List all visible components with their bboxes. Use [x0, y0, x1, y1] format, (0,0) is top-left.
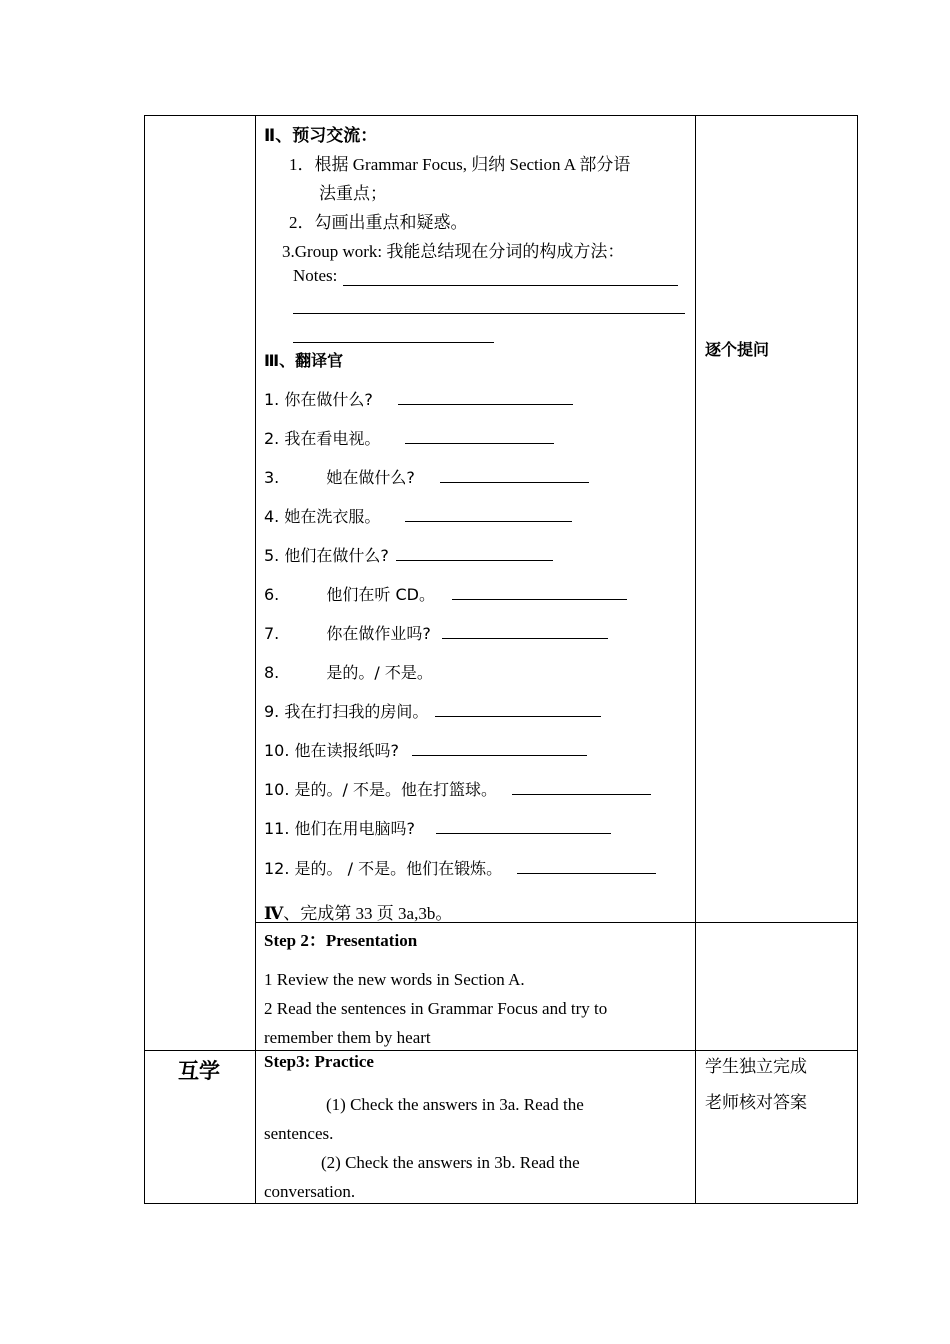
item-text: 他们在用电脑吗? — [294, 819, 416, 838]
table-left-border — [144, 115, 145, 1204]
column-divider-1 — [255, 115, 256, 1204]
item-number: 4. — [264, 507, 280, 526]
notes-blank-2[interactable] — [293, 313, 685, 314]
item-text: 他们在听 CD。 — [326, 585, 435, 604]
answer-blank[interactable] — [405, 507, 572, 522]
item-number: 1. — [264, 390, 280, 409]
translation-item-1 — [264, 387, 573, 410]
translation-item-5 — [264, 543, 553, 566]
notes-label: Notes: — [293, 266, 338, 285]
item-number: 7. — [264, 624, 280, 643]
section2-heading: Ⅱ、预习交流： — [264, 126, 378, 146]
item-number: 12. — [264, 859, 290, 878]
notes-blank-3[interactable] — [293, 342, 494, 343]
item-number: 9. — [264, 702, 280, 721]
section3-heading: Ⅲ、翻译官 — [264, 351, 344, 370]
item-text: 你在做作业吗? — [326, 624, 431, 643]
item-text: 是的。 / 不是。他们在锻炼。 — [294, 859, 503, 878]
answer-blank[interactable] — [435, 702, 601, 717]
item-text: 她在做什么? — [326, 468, 415, 487]
teacher-note: 逐个提问 — [705, 340, 770, 359]
section2-item1-line2: 法重点； — [319, 184, 387, 203]
section2-item2: 2．勾画出重点和疑惑。 — [289, 213, 468, 232]
answer-blank[interactable] — [396, 546, 553, 561]
column-divider-2 — [695, 115, 696, 1204]
item-number: 10. — [264, 741, 290, 760]
translation-item-8 — [264, 660, 433, 683]
item-number: 6. — [264, 585, 280, 604]
answer-blank[interactable] — [452, 585, 627, 600]
translation-item-7 — [264, 621, 608, 644]
step2-title: Step 2：Presentation — [264, 931, 418, 950]
table-top-border — [144, 115, 858, 116]
translation-item-4 — [264, 504, 572, 527]
translation-item-10 — [264, 738, 587, 761]
translation-item-12 — [264, 856, 656, 879]
section2-item1-line1: 1．根据 Grammar Focus, 归纳 Section A 部分语 — [289, 155, 631, 174]
step3-item1-line1: (1) Check the answers in 3a. Read the — [326, 1095, 584, 1114]
answer-blank[interactable] — [442, 624, 608, 639]
section4-heading — [264, 899, 452, 924]
section2-item3: 3.Group work: 我能总结现在分词的构成方法： — [282, 242, 625, 261]
item-number: 3. — [264, 468, 280, 487]
translation-item-3 — [264, 465, 589, 488]
row3-right-line1: 学生独立完成 — [705, 1057, 807, 1076]
step3-title: Step3: Practice — [264, 1052, 374, 1071]
answer-blank[interactable] — [440, 468, 589, 483]
answer-blank[interactable] — [517, 859, 656, 874]
step2-line3: remember them by heart — [264, 1028, 431, 1047]
item-text: 他在读报纸吗? — [294, 741, 400, 760]
section4-numeral: Ⅳ — [264, 904, 284, 923]
translation-item-11 — [264, 816, 611, 839]
item-number: 2. — [264, 429, 280, 448]
answer-blank[interactable] — [512, 780, 651, 795]
section4-text: 、完成第 33 页 3a,3b。 — [283, 904, 453, 923]
item-number: 10. — [264, 780, 290, 799]
step2-line1: 1 Review the new words in Section A. — [264, 970, 525, 989]
translation-item-10b — [264, 777, 651, 800]
item-text: 我在打扫我的房间。 — [284, 702, 429, 721]
translation-item-9 — [264, 699, 601, 722]
table-bottom-border — [144, 1203, 858, 1204]
item-number: 11. — [264, 819, 290, 838]
item-text: 我在看电视。 — [284, 429, 381, 448]
answer-blank[interactable] — [436, 819, 611, 834]
translation-item-2 — [264, 426, 554, 449]
step2-line2: 2 Read the sentences in Grammar Focus and try to — [264, 999, 608, 1018]
step3-item2-line1: (2) Check the answers in 3b. Read the — [321, 1153, 580, 1172]
row-divider-2 — [144, 1050, 858, 1051]
translation-item-6 — [264, 582, 627, 605]
answer-blank[interactable] — [405, 429, 554, 444]
item-number: 8. — [264, 663, 280, 682]
step3-item1-line2: sentences. — [264, 1124, 334, 1143]
answer-blank[interactable] — [398, 390, 573, 405]
step3-item2-line2: conversation. — [264, 1182, 356, 1201]
item-text: 是的。/ 不是。他在打篮球。 — [294, 780, 498, 799]
answer-blank[interactable] — [412, 741, 587, 756]
row3-right-line2: 老师核对答案 — [705, 1093, 807, 1112]
row3-label: 互学 — [178, 1059, 220, 1083]
item-number: 5. — [264, 546, 280, 565]
table-right-border — [857, 115, 858, 1204]
item-text: 他们在做什么? — [284, 546, 389, 565]
item-text: 她在洗衣服。 — [284, 507, 381, 526]
item-text: 是的。/ 不是。 — [326, 663, 433, 682]
item-text: 你在做什么? — [284, 390, 373, 409]
notes-blank-1[interactable] — [343, 285, 678, 286]
